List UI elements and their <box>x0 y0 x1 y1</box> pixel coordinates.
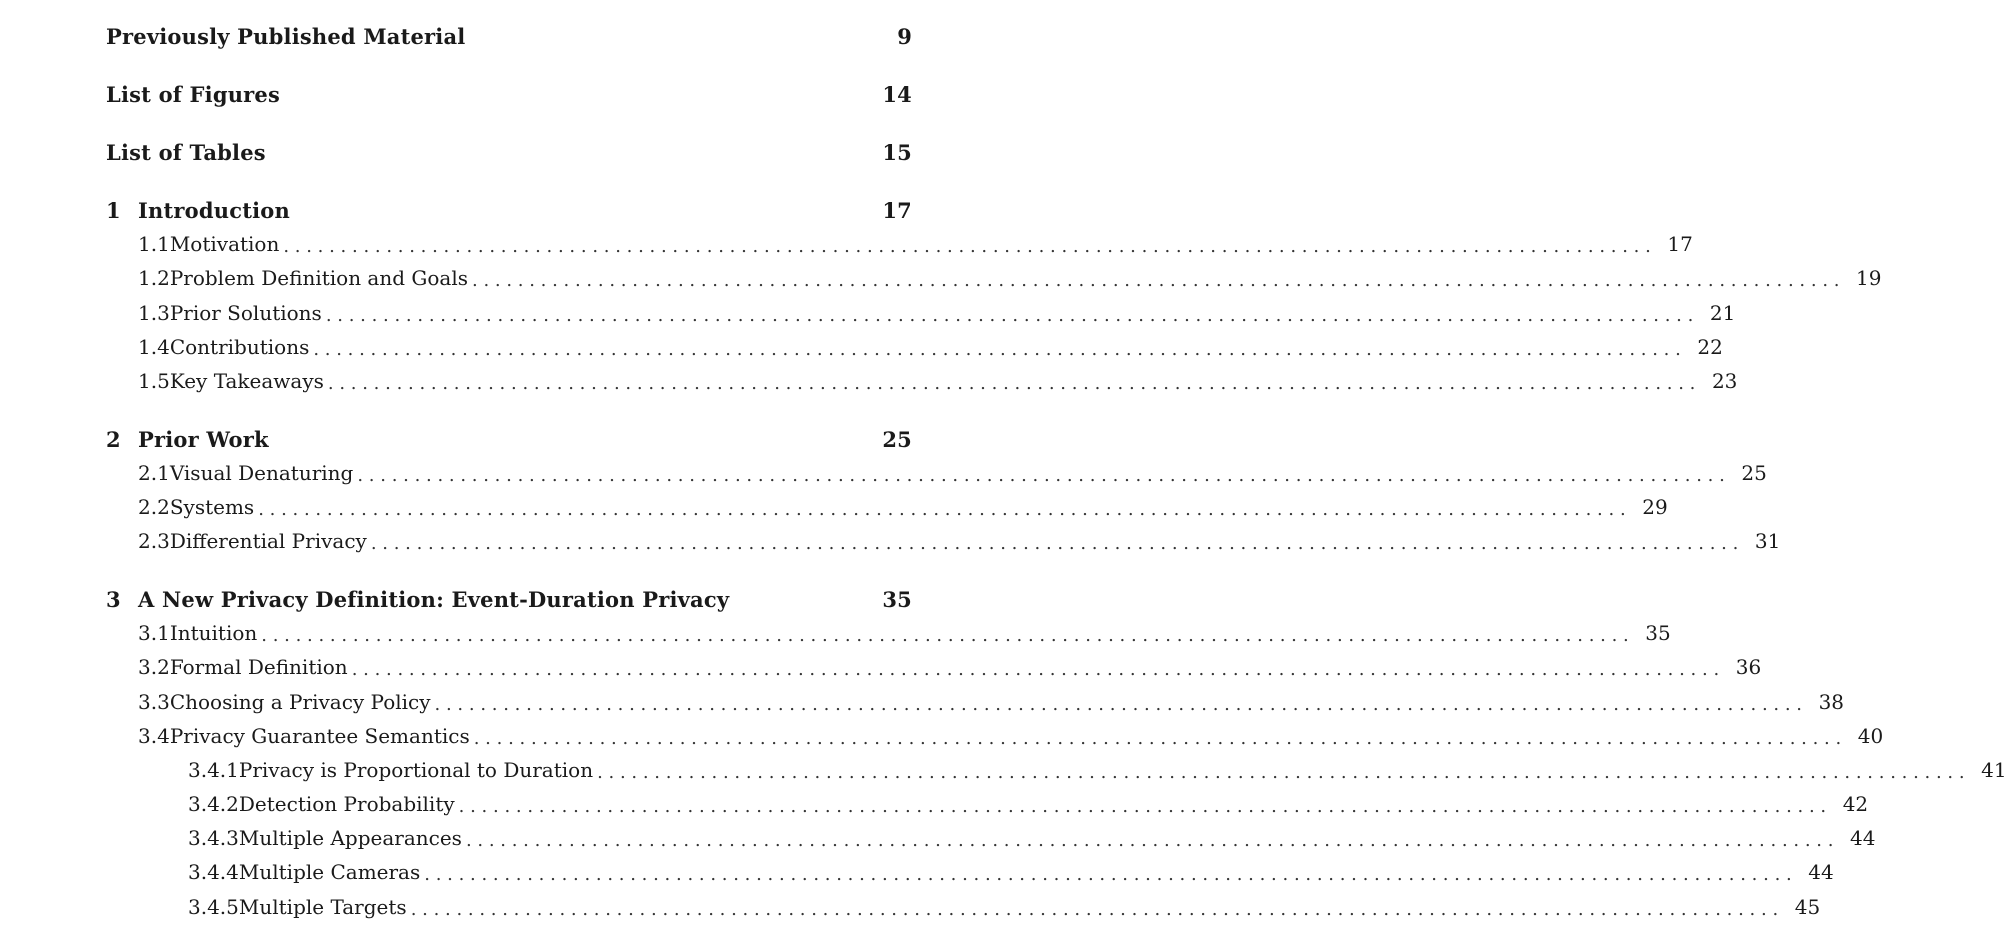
subsection-number: 3.4.5 <box>188 895 239 919</box>
dot-leader: . . . . . . . . . . . . . . . . . . . . . . . . . . . . . . . . . . . . . . . . . . . . . . . . . . . . . . . . . . . . . . . . . . . . . . . . . . . . . . . . . . . . . . . . . . . . . . . . . . . . . . . . . . . . . . . . . . . . . . . . <box>258 498 1626 520</box>
toc-entry-list-of-tables[interactable] <box>106 137 912 167</box>
toc-section-1-4[interactable] <box>106 332 1723 362</box>
chapter-title: A New Privacy Definition: Event-Duration Privacy <box>138 586 730 612</box>
toc-section-3-4[interactable] <box>106 721 1884 751</box>
toc-subsection-3-4-1[interactable] <box>106 755 2007 785</box>
subsection-number: 3.4.3 <box>188 826 239 850</box>
subsection-number: 3.4.4 <box>188 860 239 884</box>
entry-title: Previously Published Material <box>106 23 466 49</box>
section-title: Problem Definition and Goals <box>169 266 468 290</box>
toc-section-2-2[interactable] <box>106 492 1668 522</box>
toc-subsection-3-4-2[interactable] <box>106 789 1869 819</box>
subsection-title: Multiple Targets <box>238 895 407 919</box>
toc-section-3-2[interactable] <box>106 652 1762 682</box>
dot-leader: . . . . . . . . . . . . . . . . . . . . . . . . . . . . . . . . . . . . . . . . . . . . . . . . . . . . . . . . . . . . . . . . . . . . . . . . . . . . . . . . . . . . . . . . . . . . . . . . . . . . . . . . . . . . . . . . . . . . . . . . <box>370 532 1739 554</box>
section-page: 22 <box>1697 335 1723 359</box>
subsection-page: 44 <box>1808 860 1834 884</box>
section-page: 36 <box>1735 655 1762 679</box>
section-page: 23 <box>1711 369 1738 393</box>
subsection-page: 42 <box>1842 792 1869 816</box>
dot-leader: . . . . . . . . . . . . . . . . . . . . . . . . . . . . . . . . . . . . . . . . . . . . . . . . . . . . . . . . . . . . . . . . . . . . . . . . . . . . . . . . . . . . . . . . . . . . . . . . . . . . . . . . . . . . . . . . . . . . . . . . <box>313 338 1681 360</box>
section-page: 35 <box>1645 621 1671 645</box>
toc-chapter-2[interactable] <box>106 424 912 454</box>
section-page: 25 <box>1741 461 1767 485</box>
chapter-number: 1 <box>106 197 121 223</box>
section-title: Visual Denaturing <box>169 461 354 485</box>
entry-page: 14 <box>882 81 912 107</box>
toc-subsection-3-4-5[interactable] <box>106 892 1821 922</box>
subsection-page: 41 <box>1981 758 2007 782</box>
section-title: Formal Definition <box>169 655 348 679</box>
chapter-number: 2 <box>106 426 121 452</box>
subsection-title: Multiple Appearances <box>238 826 462 850</box>
subsection-title: Privacy is Proportional to Duration <box>238 758 594 782</box>
section-page: 21 <box>1709 301 1736 325</box>
dot-leader: . . . . . . . . . . . . . . . . . . . . . . . . . . . . . . . . . . . . . . . . . . . . . . . . . . . . . . . . . . . . . . . . . . . . . . . . . . . . . . . . . . . . . . . . . . . . . . . . . . . . . . . . . . . . . . . . . . . . . . . . <box>261 624 1629 646</box>
section-page: 38 <box>1818 690 1845 714</box>
section-title: Differential Privacy <box>169 529 367 553</box>
section-number: 1.5 <box>138 369 170 393</box>
dot-leader: . . . . . . . . . . . . . . . . . . . . . . . . . . . . . . . . . . . . . . . . . . . . . . . . . . . . . . . . . . . . . . . . . . . . . . . . . . . . . . . . . . . . . . . . . . . . . . . . . . . . . . . . . . . . . . . . . . . . . . . . <box>357 464 1725 486</box>
toc-section-3-1[interactable] <box>106 618 1671 648</box>
section-title: Motivation <box>169 232 280 256</box>
section-page: 31 <box>1754 529 1781 553</box>
toc-section-1-2[interactable] <box>106 263 1882 293</box>
dot-leader: . . . . . . . . . . . . . . . . . . . . . . . . . . . . . . . . . . . . . . . . . . . . . . . . . . . . . . . . . . . . . . . . . . . . . . . . . . . . . . . . . . . . . . . . . . . . . . . . . . . . . . . . . . . . . . . . . . . . . . . . <box>473 727 1842 749</box>
chapter-number: 3 <box>106 586 121 612</box>
chapter-page: 17 <box>882 197 912 223</box>
toc-section-1-3[interactable] <box>106 298 1736 328</box>
section-number: 1.2 <box>138 266 170 290</box>
section-number: 1.1 <box>138 232 170 256</box>
dot-leader: . . . . . . . . . . . . . . . . . . . . . . . . . . . . . . . . . . . . . . . . . . . . . . . . . . . . . . . . . . . . . . . . . . . . . . . . . . . . . . . . . . . . . . . . . . . . . . . . . . . . . . . . . . . . . . . . . . . . . . . . <box>465 829 1834 851</box>
section-number: 2.2 <box>138 495 170 519</box>
toc-section-1-5[interactable] <box>106 366 1738 396</box>
section-page: 17 <box>1667 232 1693 256</box>
section-title: Prior Solutions <box>169 301 322 325</box>
section-title: Contributions <box>169 335 310 359</box>
subsection-page: 45 <box>1794 895 1821 919</box>
dot-leader: . . . . . . . . . . . . . . . . . . . . . . . . . . . . . . . . . . . . . . . . . . . . . . . . . . . . . . . . . . . . . . . . . . . . . . . . . . . . . . . . . . . . . . . . . . . . . . . . . . . . . . . . . . . . . . . . . . . . . . . . <box>325 304 1694 326</box>
toc-chapter-3[interactable] <box>106 584 912 614</box>
entry-title: List of Figures <box>106 81 281 107</box>
dot-leader: . . . . . . . . . . . . . . . . . . . . . . . . . . . . . . . . . . . . . . . . . . . . . . . . . . . . . . . . . . . . . . . . . . . . . . . . . . . . . . . . . . . . . . . . . . . . . . . . . . . . . . . . . . . . . . . . . . . . . . . . <box>458 795 1827 817</box>
section-title: Privacy Guarantee Semantics <box>169 724 470 748</box>
entry-page: 15 <box>882 139 912 165</box>
subsection-title: Detection Probability <box>238 792 455 816</box>
chapter-title: Prior Work <box>138 426 269 452</box>
toc-subsection-3-4-4[interactable] <box>106 857 1834 887</box>
dot-leader: . . . . . . . . . . . . . . . . . . . . . . . . . . . . . . . . . . . . . . . . . . . . . . . . . . . . . . . . . . . . . . . . . . . . . . . . . . . . . . . . . . . . . . . . . . . . . . . . . . . . . . . . . . . . . . . . . . . . . . . . <box>410 898 1779 920</box>
chapter-title: Introduction <box>138 197 290 223</box>
toc-section-2-3[interactable] <box>106 526 1781 556</box>
section-title: Choosing a Privacy Policy <box>169 690 431 714</box>
chapter-page: 25 <box>882 426 912 452</box>
dot-leader: . . . . . . . . . . . . . . . . . . . . . . . . . . . . . . . . . . . . . . . . . . . . . . . . . . . . . . . . . . . . . . . . . . . . . . . . . . . . . . . . . . . . . . . . . . . . . . . . . . . . . . . . . . . . . . . . . . . . . . . . <box>283 235 1651 257</box>
section-page: 40 <box>1857 724 1884 748</box>
entry-page: 9 <box>897 23 912 49</box>
dot-leader: . . . . . . . . . . . . . . . . . . . . . . . . . . . . . . . . . . . . . . . . . . . . . . . . . . . . . . . . . . . . . . . . . . . . . . . . . . . . . . . . . . . . . . . . . . . . . . . . . . . . . . . . . . . . . . . . . . . . . . . . <box>351 658 1720 680</box>
toc-section-3-3[interactable] <box>106 687 1845 717</box>
subsection-number: 3.4.1 <box>188 758 239 782</box>
dot-leader: . . . . . . . . . . . . . . . . . . . . . . . . . . . . . . . . . . . . . . . . . . . . . . . . . . . . . . . . . . . . . . . . . . . . . . . . . . . . . . . . . . . . . . . . . . . . . . . . . . . . . . . . . . . . . . . . . . . . . . . . <box>597 761 1965 783</box>
toc-chapter-1[interactable] <box>106 195 912 225</box>
dot-leader: . . . . . . . . . . . . . . . . . . . . . . . . . . . . . . . . . . . . . . . . . . . . . . . . . . . . . . . . . . . . . . . . . . . . . . . . . . . . . . . . . . . . . . . . . . . . . . . . . . . . . . . . . . . . . . . . . . . . . . . . <box>472 269 1840 291</box>
entry-title: List of Tables <box>106 139 266 165</box>
chapter-page: 35 <box>882 586 912 612</box>
toc-entry-list-of-figures[interactable] <box>106 79 912 109</box>
section-number: 3.2 <box>138 655 170 679</box>
section-number: 3.3 <box>138 690 170 714</box>
section-title: Key Takeaways <box>169 369 324 393</box>
section-page: 29 <box>1642 495 1668 519</box>
toc-entry-previously-published[interactable] <box>106 21 912 51</box>
toc-section-1-1[interactable] <box>106 229 1693 259</box>
section-number: 2.1 <box>138 461 170 485</box>
subsection-page: 44 <box>1849 826 1876 850</box>
section-number: 3.4 <box>138 724 170 748</box>
subsection-number: 3.4.2 <box>188 792 239 816</box>
subsection-title: Multiple Cameras <box>238 860 421 884</box>
section-title: Systems <box>169 495 255 519</box>
section-number: 2.3 <box>138 529 170 553</box>
section-number: 3.1 <box>138 621 170 645</box>
toc-section-2-1[interactable] <box>106 458 1767 488</box>
dot-leader: . . . . . . . . . . . . . . . . . . . . . . . . . . . . . . . . . . . . . . . . . . . . . . . . . . . . . . . . . . . . . . . . . . . . . . . . . . . . . . . . . . . . . . . . . . . . . . . . . . . . . . . . . . . . . . . . . . . . . . . . <box>424 863 1792 885</box>
section-page: 19 <box>1856 266 1882 290</box>
section-number: 1.3 <box>138 301 170 325</box>
section-number: 1.4 <box>138 335 170 359</box>
toc-subsection-3-4-3[interactable] <box>106 823 1876 853</box>
section-title: Intuition <box>169 621 258 645</box>
dot-leader: . . . . . . . . . . . . . . . . . . . . . . . . . . . . . . . . . . . . . . . . . . . . . . . . . . . . . . . . . . . . . . . . . . . . . . . . . . . . . . . . . . . . . . . . . . . . . . . . . . . . . . . . . . . . . . . . . . . . . . . . <box>434 693 1803 715</box>
dot-leader: . . . . . . . . . . . . . . . . . . . . . . . . . . . . . . . . . . . . . . . . . . . . . . . . . . . . . . . . . . . . . . . . . . . . . . . . . . . . . . . . . . . . . . . . . . . . . . . . . . . . . . . . . . . . . . . . . . . . . . . . <box>327 372 1696 394</box>
